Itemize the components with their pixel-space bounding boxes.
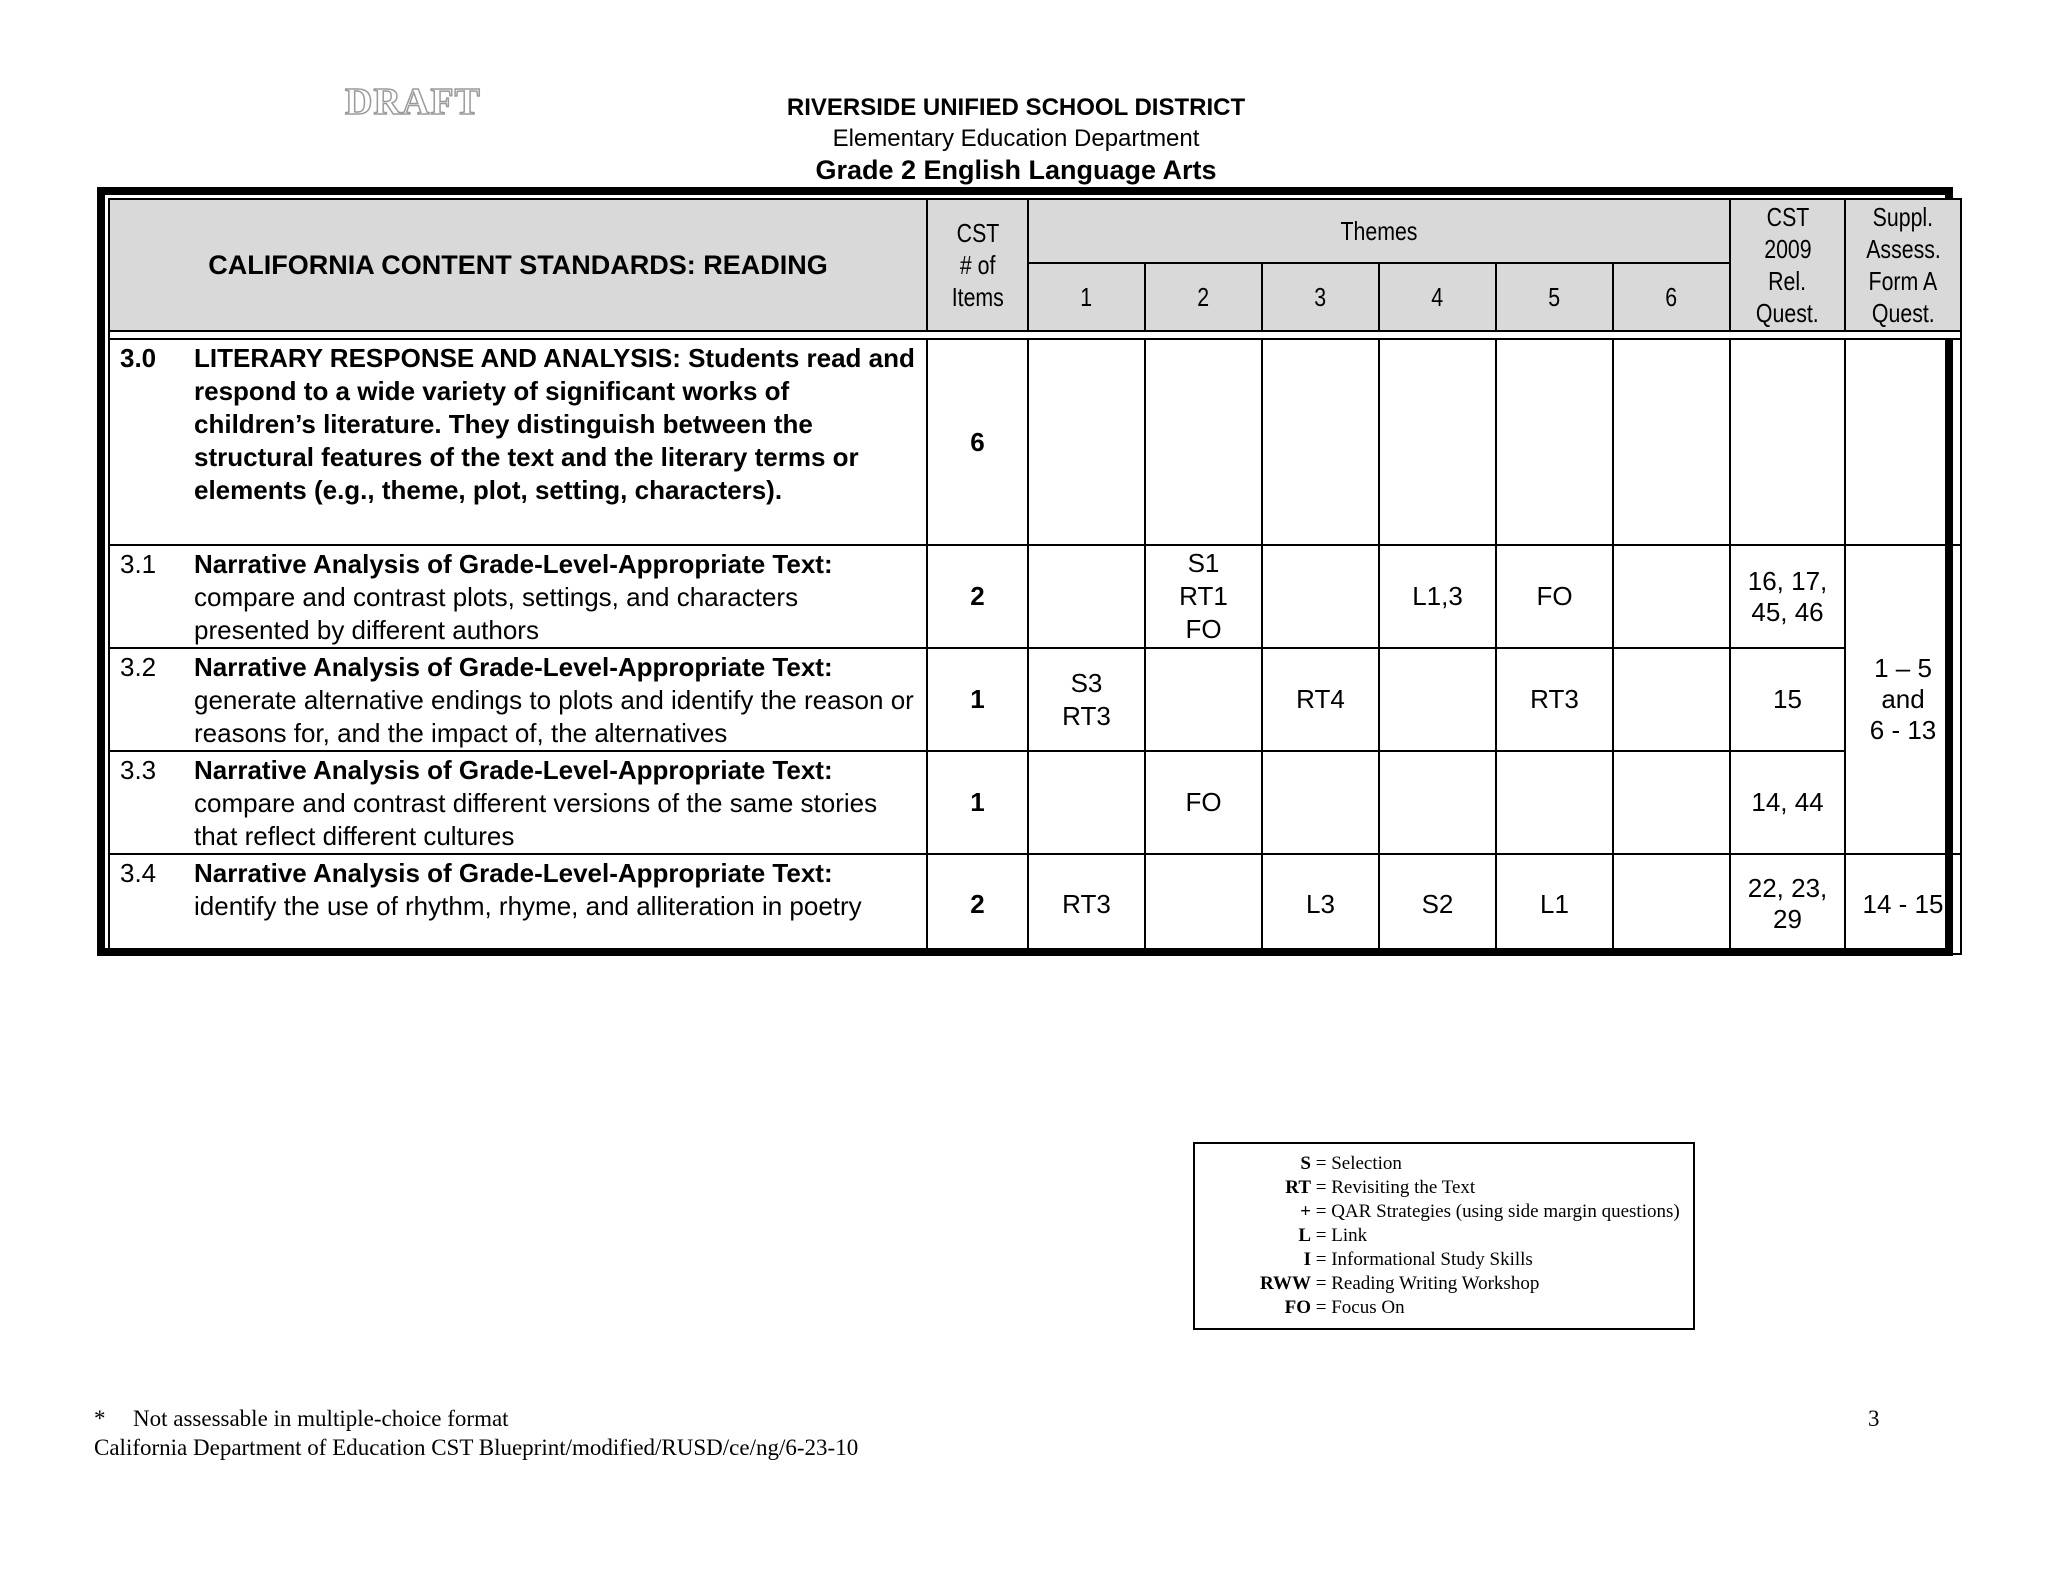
header-suppl-l2: Assess. — [1865, 234, 1941, 264]
header-standards: CALIFORNIA CONTENT STANDARDS: READING — [109, 199, 927, 331]
legend-key: FO — [1284, 1297, 1311, 1318]
strand-cst2009 — [1730, 339, 1845, 545]
theme-cell — [1028, 545, 1145, 648]
legend-desc: = Reading Writing Workshop — [1315, 1273, 1540, 1294]
strand-row — [109, 339, 1961, 545]
page-number: 3 — [1868, 1406, 1880, 1431]
standard-row-3-1 — [109, 545, 1961, 648]
theme-cell: RT3 — [1496, 648, 1613, 751]
standard-text: compare and contrast different versions of the same stories that reflect different cultures — [194, 788, 878, 851]
theme-cell — [1262, 545, 1379, 648]
strand-theme-1 — [1028, 339, 1145, 545]
cst2009-cell: 16, 17, 45, 46 — [1730, 545, 1845, 648]
legend-desc: = Informational Study Skills — [1315, 1249, 1533, 1270]
legend-entry — [1195, 1248, 1693, 1272]
legend-key: RWW — [1259, 1273, 1311, 1294]
draft-watermark: DRAFT — [345, 81, 481, 123]
legend-desc: = Revisiting the Text — [1315, 1177, 1476, 1198]
cst2009-cell: 15 — [1730, 648, 1845, 751]
standard-description — [109, 545, 927, 648]
standard-row-3-2 — [109, 648, 1961, 751]
header-themes — [1028, 199, 1730, 263]
legend-entry — [1195, 1152, 1693, 1176]
theme-number-3 — [1262, 263, 1379, 331]
legend-desc: = Selection — [1315, 1153, 1402, 1174]
theme-cell: S3 RT3 — [1028, 648, 1145, 751]
header-cst2009-l3: Rel. — [1768, 266, 1807, 296]
strand-number: 3.0 — [120, 343, 157, 373]
theme-number-4-label: 4 — [1431, 282, 1444, 312]
theme-cell: RT3 — [1028, 854, 1145, 954]
theme-cell — [1613, 545, 1730, 648]
header-separator — [109, 331, 1961, 339]
standard-description — [109, 648, 927, 751]
legend-entry — [1195, 1176, 1693, 1200]
strand-description — [109, 339, 927, 545]
theme-cell — [1145, 854, 1262, 954]
header-cst-items — [927, 199, 1028, 331]
footnote-mark: * — [94, 1406, 106, 1431]
strand-theme-2 — [1145, 339, 1262, 545]
theme-cell — [1613, 648, 1730, 751]
header-suppl-l1: Suppl. — [1872, 202, 1934, 232]
theme-cell — [1028, 751, 1145, 854]
standard-text: identify the use of rhythm, rhyme, and alliteration in poetry — [194, 891, 862, 921]
theme-cell: S1 RT1 FO — [1145, 545, 1262, 648]
standard-title: Narrative Analysis of Grade-Level-Appropriate Text: — [194, 858, 833, 888]
theme-cell — [1379, 751, 1496, 854]
legend-entry — [1195, 1200, 1693, 1224]
standard-items: 2 — [927, 854, 1028, 954]
theme-number-2 — [1145, 263, 1262, 331]
theme-cell — [1613, 751, 1730, 854]
theme-cell — [1496, 751, 1613, 854]
theme-number-6-label: 6 — [1665, 282, 1678, 312]
theme-number-5-label: 5 — [1548, 282, 1561, 312]
header-cst2009-l2: 2009 — [1763, 234, 1812, 264]
standard-title: Narrative Analysis of Grade-Level-Appropriate Text: — [194, 549, 833, 579]
strand-theme-6 — [1613, 339, 1730, 545]
strand-items: 6 — [927, 339, 1028, 545]
theme-cell: S2 — [1379, 854, 1496, 954]
cst2009-cell: 22, 23, 29 — [1730, 854, 1845, 954]
header-suppl-assess — [1845, 199, 1961, 331]
header-themes-label: Themes — [1340, 216, 1418, 246]
theme-cell: L3 — [1262, 854, 1379, 954]
source-line: California Department of Education CST Blueprint/modified/RUSD/ce/ng/6-23-10 — [94, 1435, 859, 1460]
standard-description — [109, 751, 927, 854]
theme-cell — [1613, 854, 1730, 954]
strand-theme-3 — [1262, 339, 1379, 545]
cst2009-cell: 14, 44 — [1730, 751, 1845, 854]
legend-box — [1193, 1142, 1695, 1330]
standard-description — [109, 854, 927, 954]
header-cst-2009 — [1730, 199, 1845, 331]
header-cst-items-l2: # of — [959, 250, 996, 280]
standards-table-frame — [97, 187, 1953, 956]
theme-cell — [1379, 648, 1496, 751]
district-title: RIVERSIDE UNIFIED SCHOOL DISTRICT — [786, 94, 1246, 121]
theme-cell: L1 — [1496, 854, 1613, 954]
header-suppl-l3: Form A — [1868, 266, 1938, 296]
strand-theme-5 — [1496, 339, 1613, 545]
legend-key: + — [1300, 1201, 1311, 1222]
standard-items: 2 — [927, 545, 1028, 648]
suppl-merged-cell: 1 – 5 and 6 - 13 — [1845, 545, 1961, 854]
standard-number: 3.4 — [120, 858, 157, 888]
header-cst-items-l1: CST — [956, 218, 999, 248]
strand-text: LITERARY RESPONSE AND ANALYSIS: Students read and respond to a wide variety of significant works of children’s literature. They distinguish between the structural features of the text and the literary terms or elements (e.g., theme, plot, setting, characters). — [194, 343, 915, 505]
theme-cell: RT4 — [1262, 648, 1379, 751]
legend-desc: = Focus On — [1315, 1297, 1405, 1318]
legend-key: RT — [1285, 1177, 1311, 1198]
strand-suppl — [1845, 339, 1961, 545]
theme-number-3-label: 3 — [1314, 282, 1327, 312]
standard-row-3-4 — [109, 854, 1961, 954]
standard-number: 3.1 — [120, 549, 157, 579]
standards-table — [108, 198, 1962, 955]
legend-key: L — [1298, 1225, 1311, 1246]
legend-key: S — [1300, 1153, 1311, 1174]
standard-items: 1 — [927, 648, 1028, 751]
theme-cell — [1145, 648, 1262, 751]
standard-text: generate alternative endings to plots and identify the reason or reasons for, and the impact of, the alternatives — [194, 685, 914, 748]
legend-entry — [1195, 1224, 1693, 1248]
standard-title: Narrative Analysis of Grade-Level-Appropriate Text: — [194, 652, 833, 682]
course-title: Grade 2 English Language Arts — [815, 155, 1217, 185]
legend-key: I — [1303, 1249, 1311, 1270]
theme-cell — [1262, 751, 1379, 854]
legend-desc: = QAR Strategies (using side margin questions) — [1315, 1201, 1680, 1222]
header-cst2009-l1: CST — [1766, 202, 1809, 232]
standard-title: Narrative Analysis of Grade-Level-Appropriate Text: — [194, 755, 833, 785]
legend-desc: = Link — [1315, 1225, 1368, 1246]
theme-number-4 — [1379, 263, 1496, 331]
legend-entry — [1195, 1296, 1693, 1320]
header-cst2009-l4: Quest. — [1756, 298, 1819, 328]
header-cst-items-l3: Items — [951, 282, 1004, 312]
theme-cell: L1,3 — [1379, 545, 1496, 648]
suppl-cell: 14 - 15 — [1845, 854, 1961, 954]
standard-text: compare and contrast plots, settings, and characters presented by different authors — [194, 582, 799, 645]
department-title: Elementary Education Department — [832, 125, 1200, 152]
theme-number-1 — [1028, 263, 1145, 331]
theme-number-1-label: 1 — [1080, 282, 1093, 312]
footnote-text: Not assessable in multiple-choice format — [133, 1406, 509, 1431]
theme-cell: FO — [1145, 751, 1262, 854]
theme-number-5 — [1496, 263, 1613, 331]
theme-number-6 — [1613, 263, 1730, 331]
legend-entry — [1195, 1272, 1693, 1296]
standard-number: 3.3 — [120, 755, 157, 785]
standard-row-3-3 — [109, 751, 1961, 854]
theme-number-2-label: 2 — [1197, 282, 1210, 312]
strand-theme-4 — [1379, 339, 1496, 545]
standard-number: 3.2 — [120, 652, 157, 682]
standard-items: 1 — [927, 751, 1028, 854]
theme-cell: FO — [1496, 545, 1613, 648]
header-suppl-l4: Quest. — [1871, 298, 1935, 328]
